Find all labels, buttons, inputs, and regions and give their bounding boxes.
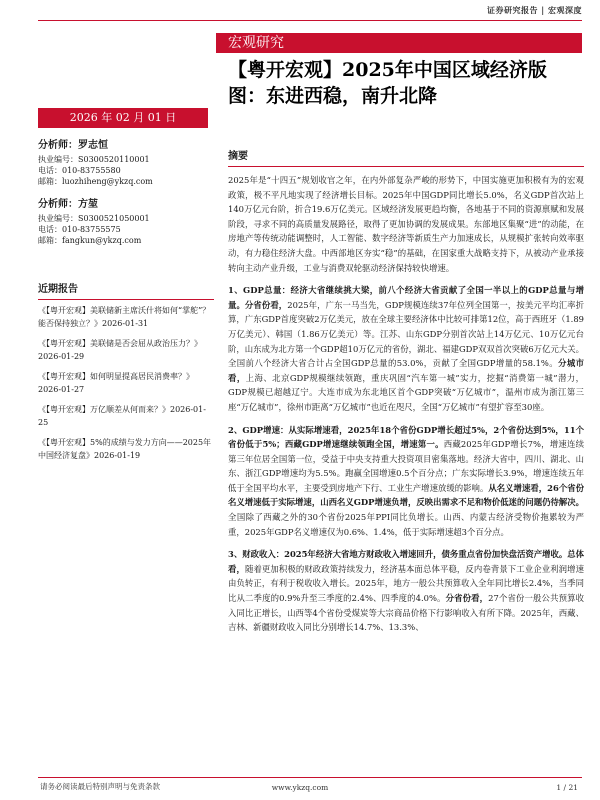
recent-reports-title: 近期报告 [38,284,214,300]
analyst-card [38,140,214,187]
analyst-name: 分析师：方堃 [38,199,98,210]
page-number: 1 / 21 [556,783,578,792]
report-type-label: 证券研究报告 | 宏观深度 [487,5,582,15]
recent-report-item[interactable] [38,403,214,429]
abstract-point-gdp-growth [228,423,584,540]
point-text: 西藏2025年GDP增长7%，增速连续第三年位居全国第一位，受益于中央支持重大投资项目密集落地。经济大省中，四川、湖北、山东、浙江GDP增速均为5.5%。跑赢全国增速0.5个百分点；广东实际增长3.9%，增速连续五年低于全国平均水平，主要受到房地产下行、工业生产增速放缓的影响。 [228,439,584,493]
analyst-email[interactable]: 邮箱：luozhiheng@ykzq.com [38,177,153,186]
category-banner: 宏观研究 [216,33,582,53]
point-subheading: 分省份看， [445,593,489,604]
recent-report-link[interactable]: 《【粤开宏观】美联储是否会屈从政治压力？》2026-01-29 [38,339,202,361]
analyst-email[interactable]: 邮箱：fangkun@ykzq.com [38,236,142,245]
header-divider [38,20,582,21]
main-content [228,147,584,643]
point-text: 上海、北京GDP规模继续领跑，重庆巩固“汽车第一城”实力，挖掘“消费第一城”潜力，GDP规模已超越辽宁。大连市成为东北地区首个GDP突破“万亿城市”，温州市成为浙江第三座“万亿城市”，徐州市距离“万亿城市”也近在咫尺，全国“万亿城市”有望扩容至30座。 [228,372,584,412]
recent-report-item[interactable] [38,337,214,363]
abstract-point-fiscal [228,547,584,635]
point-heading: 1、GDP总量：经济大省继续挑大梁，前八个经济大省贡献了全国一半以上的GDP总量与增量。分省份看， [228,285,584,310]
sidebar [38,140,214,469]
point-subheading: 从名义增速看，26个省份名义增速低于实际增速，山西名义GDP增速负增，反映出需求不足和物价低迷的问题仍待解决。 [228,482,584,508]
point-text: 随着更加积极的财政政策持续发力，经济基本面总体平稳，反内卷背景下工业企业利润增速由负转正，有利于税收收入增长。2025年，地方一般公共预算收入全年同比增长2.4%，当季同比从二季度的0.9%升至三季度的2.4%、四季度的4.0%。 [228,563,585,604]
abstract-intro: 2025年是“十四五”规划收官之年，在内外部复杂严峻的形势下，中国实施更加积极有为的宏观政策，极不平凡地实现了经济增长目标。2025年中国GDP同比增长5.0%，名义GDP首次站上140万亿元台阶，折合19.6万亿美元。区域经济发展更趋均衡，各地基于不同的资源禀赋和发展阶段，寻求不同的高质量发展路径，取得了更加协调的发展成果。东部地区集聚“进”的动能，在房地产等传统动能调整时，人工智能、数字经济等新质生产力加速成长，从规模扩张转向效率驱动，有力稳住经济大盘。中西部地区夯实“稳”的基础，在国家重大战略支持下，从被动产业承接转向主动产业升级，工业与消费双轮驱动经济保持较快增速。 [228,175,584,273]
analyst-phone: 电话：010-83755580 [38,166,121,175]
point-text: 27个省份一般公共预算收入同比正增长，山西等4个省份受煤炭等大宗商品价格下行影响收入有所下降。2025年，西藏、吉林、新疆财政收入同比分别增长14.7%、13.3%、 [228,593,585,633]
recent-report-link[interactable]: 《【粤开宏观】如何明显提高居民消费率？》2026-01-27 [38,372,194,394]
report-title: 【粤开宏观】2025年中国区域经济版图：东进西稳，南升北降 [228,59,547,107]
analyst-card [38,199,214,246]
point-text: 全国除了西藏之外的30个省份2025年PPI同比负增长。山西、内蒙古经济受物价拖累较为严重，2025年GDP名义增速仅为0.6%、1.4%，低于实际增速超3个百分点。 [228,512,584,537]
analyst-phone: 电话：010-83755575 [38,225,121,234]
point-subheading: 分城市看， [228,358,585,383]
analyst-license: 执业编号：S0300520110001 [38,155,150,164]
point-text: 2025年，广东一马当先，GDP规模连续37年位列全国第一，按美元平均汇率折算，广东GDP首度突破2万亿美元，放在全球主要经济体中比较可排第12位，高于西班牙（1.89万亿美元）、韩国（1.86万亿美元）等。江苏、山东GDP分别首次站上14万亿元、10万亿元台阶，山东成为北方第一个GDP超10万亿元的省份，湖北、福建GDP双双首次突破6万亿元大关。全国前八个经济大省合计占全国GDP总量的53.0%，贡献了全国GDP增量的58.1%。 [228,299,585,369]
point-heading: 3、财政收入：2025年经济大省地方财政收入增速回升，债务重点省份加快盘活资产增收。总体看， [228,549,584,574]
recent-report-item[interactable] [38,370,214,396]
abstract-point-gdp-total [228,283,584,414]
recent-report-link[interactable]: 《【粤开宏观】美联储新主席沃什将如何“掌舵”？能否保持独立？》2026-01-31 [38,306,211,328]
recent-report-link[interactable]: 《【粤开宏观】5%的成绩与发力方向——2025年中国经济复盘》2026-01-19 [38,438,212,460]
report-date: 2026 年 02 月 01 日 [38,108,208,128]
point-heading: 2、GDP增速：从实际增速看，2025年18个省份GDP增长超过5%，2个省份达到5%，11个省份低于5%；西藏GDP增速继续领跑全国，增速第一。 [228,424,584,450]
analyst-license: 执业编号：S0300521050001 [38,214,150,223]
recent-report-link[interactable]: 《【粤开宏观】万亿顺差从何而来？》2026-01-25 [38,405,206,427]
footer-divider [38,777,582,778]
abstract-heading: 摘要 [228,147,584,167]
recent-report-item[interactable] [38,304,214,330]
footer-disclaimer: 请务必阅读最后特别声明与免责条款 [40,782,160,791]
analyst-name: 分析师：罗志恒 [38,140,108,151]
recent-report-item[interactable] [38,436,214,462]
footer-website[interactable]: www.ykzq.com [271,783,329,792]
